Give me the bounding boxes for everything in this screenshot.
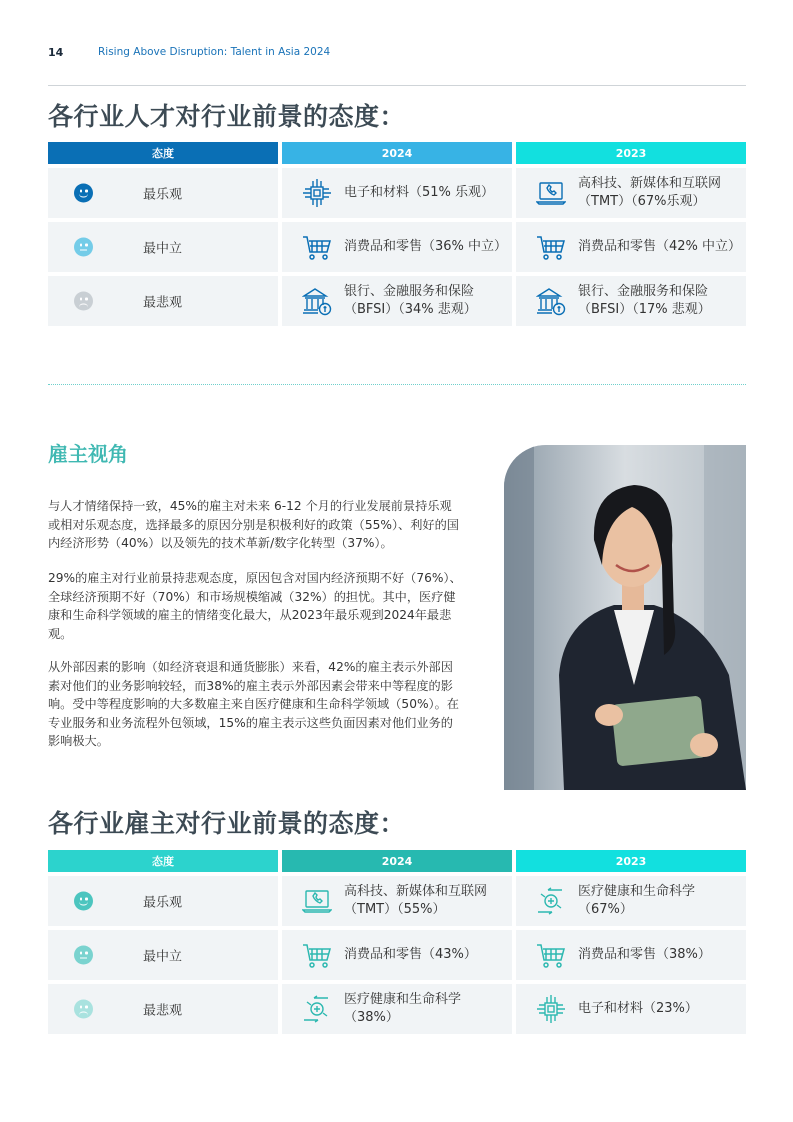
running-title: Rising Above Disruption: Talent in Asia 2024 — [98, 46, 331, 58]
industry-text: 银行、金融服务和保险（BFSI）（34% 悲观） — [344, 284, 477, 317]
neutral-face-icon — [74, 238, 93, 257]
industry-text: 医疗健康和生命科学（38%） — [344, 992, 462, 1025]
industry-2024-cell — [282, 984, 512, 1034]
employer-paragraph-3: 从外部因素的影响（如经济衰退和通货膨胀）来看，42%的雇主表示外部因素对他们的业务影响较轻，而38%的雇主表示外部因素会带来中等程度的影响。受中等程度影响的大多数雇主来自医疗健康和生命科学领域（50%）。在专业服务和业务流程外包领域，15%的雇主表示这些负面因素对他们业务的影响极大。 — [48, 660, 459, 748]
header-2024: 2024 — [282, 142, 512, 164]
industry-text: 高科技、新媒体和互联网（TMT）（67%乐观） — [578, 176, 722, 209]
industry-2023-cell — [516, 168, 746, 218]
bank-icon — [536, 286, 566, 316]
mood-label: 最中立 — [143, 241, 183, 257]
industry-2023-cell — [516, 930, 746, 980]
mood-label: 最悲观 — [143, 1003, 183, 1019]
industry-text: 医疗健康和生命科学（67%） — [578, 884, 696, 917]
woman-with-tablet-photo — [504, 445, 746, 790]
smile-icon — [74, 184, 93, 203]
cart-icon — [536, 940, 566, 970]
mood-label: 最悲观 — [143, 295, 183, 311]
table-row — [48, 876, 746, 926]
employer-view-title: 雇主视角 — [48, 442, 128, 466]
industry-2023-cell — [516, 984, 746, 1034]
employer-attitude-table — [44, 846, 750, 1038]
page-header — [48, 44, 746, 86]
bank-icon — [302, 286, 332, 316]
industry-text: 电子和材料（51% 乐观） — [344, 185, 495, 200]
mood-cell — [48, 984, 278, 1034]
industry-text: 消费品和零售（42% 中立） — [578, 239, 742, 254]
health-hand-icon — [302, 994, 332, 1024]
smile-icon — [74, 892, 93, 911]
mood-cell — [48, 168, 278, 218]
chip-icon — [302, 178, 332, 208]
table-row — [48, 222, 746, 272]
cart-icon — [302, 940, 332, 970]
mood-cell — [48, 222, 278, 272]
employer-paragraph-1: 与人才情绪保持一致，45%的雇主对未来 6-12 个月的行业发展前景持乐观或相对乐观态度，选择最多的原因分别是积极利好的政策（55%）、利好的国内经济形势（40%）以及领先的技术革新/数字化转型（37%）。 — [48, 499, 459, 550]
table-row — [48, 930, 746, 980]
industry-text: 高科技、新媒体和互联网（TMT）（55%） — [344, 884, 488, 917]
industry-text: 消费品和零售（36% 中立） — [344, 239, 508, 254]
laptop-phone-icon — [536, 178, 566, 208]
employer-paragraph-2: 29%的雇主对行业前景持悲观态度，原因包含对国内经济预期不好（76%）、全球经济预期不好（70%）和市场规模缩减（32%）的担忧。其中，医疗健康和生命科学领域的雇主的情绪变化最大，从2023年最乐观到2024年最悲观。 — [48, 571, 462, 641]
mood-cell — [48, 276, 278, 326]
industry-text: 银行、金融服务和保险（BFSI）（17% 悲观） — [578, 284, 711, 317]
header-2023: 2023 — [516, 850, 746, 872]
cart-icon — [302, 232, 332, 262]
table-header-row — [48, 142, 746, 164]
industry-text: 消费品和零售（38%） — [578, 947, 711, 962]
cart-icon — [536, 232, 566, 262]
table-row — [48, 276, 746, 326]
neutral-face-icon — [74, 946, 93, 965]
industry-2024-cell — [282, 276, 512, 326]
header-2024: 2024 — [282, 850, 512, 872]
sad-face-icon — [74, 1000, 93, 1019]
mood-cell — [48, 930, 278, 980]
mood-label: 最乐观 — [143, 187, 183, 203]
mood-cell — [48, 876, 278, 926]
health-hand-icon — [536, 886, 566, 916]
mood-label: 最乐观 — [143, 895, 183, 911]
industry-2023-cell — [516, 876, 746, 926]
header-2023: 2023 — [516, 142, 746, 164]
section-divider — [48, 384, 746, 385]
talent-attitude-table — [44, 138, 750, 330]
header-attitude: 态度 — [48, 142, 278, 164]
industry-2023-cell — [516, 276, 746, 326]
table-row — [48, 168, 746, 218]
page-number: 14 — [48, 46, 64, 59]
sad-face-icon — [74, 292, 93, 311]
mood-label: 最中立 — [143, 949, 183, 965]
industry-2024-cell — [282, 222, 512, 272]
industry-text: 消费品和零售（43%） — [344, 947, 477, 962]
industry-text: 电子和材料（23%） — [578, 1001, 698, 1016]
industry-2023-cell — [516, 222, 746, 272]
table-row — [48, 984, 746, 1034]
chip-icon — [536, 994, 566, 1024]
employer-section-title: 各行业雇主对行业前景的态度： — [48, 809, 406, 838]
header-attitude: 态度 — [48, 850, 278, 872]
industry-2024-cell — [282, 168, 512, 218]
industry-2024-cell — [282, 876, 512, 926]
talent-section-title: 各行业人才对行业前景的态度： — [48, 102, 406, 131]
table-header-row — [48, 850, 746, 872]
laptop-phone-icon — [302, 886, 332, 916]
industry-2024-cell — [282, 930, 512, 980]
